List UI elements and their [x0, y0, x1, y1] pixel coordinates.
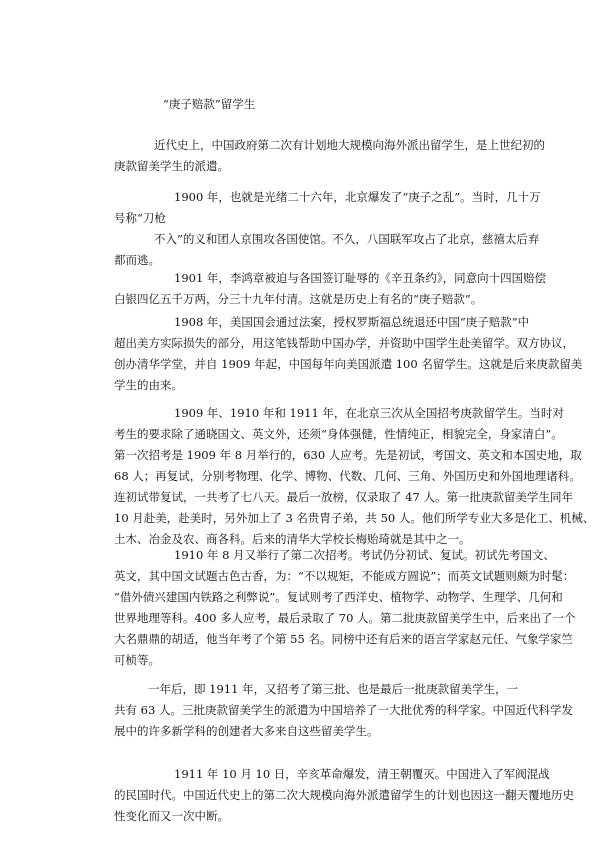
paragraph-line: 第一次招考是 1909 年 8 月举行的，630 人应考。先是初试，考国文、英文和本国史地，取 [114, 448, 582, 462]
paragraph-3 [114, 268, 547, 310]
paragraph-line: 白银四亿五千万两，分三十九年付清。这就是历史上有名的“庚子赔款”。 [114, 292, 483, 306]
paragraph-5 [114, 403, 595, 550]
paragraph-line: 超出美方实际损失的部分，用这笔钱帮助中国办学，并资助中国学生赴美留学。双方协议， [114, 336, 574, 350]
paragraph-line: 学生的由来。 [114, 378, 183, 392]
paragraph-line: 近代史上，中国政府第二次有计划地大规模向海外派出留学生，是上世纪初的 [154, 138, 545, 152]
paragraph-line: 庚款留美学生的派遣。 [114, 159, 229, 173]
paragraph-line: 不入”的义和团人京围攻各国使馆。不久，八国联军攻占了北京，慈禧太后弃 [154, 232, 540, 246]
paragraph-line: 10 月赴美，赴美时，另外加上了 3 名贵胄子弟，共 50 人。他们所学专业大多是化工、机械、 [114, 511, 595, 525]
paragraph-line: 大名鼎鼎的胡适，他当年考了个第 55 名。同榜中还有后来的语言学家赵元任、气象学家竺 [114, 632, 573, 646]
paragraph-line: 的民国时代。中国近代史上的第二次大规模向海外派遣留学生的计划也因这一翻天覆地历史 [114, 788, 574, 802]
paragraph-line: 英文，其中国文试题古色古香，为：“不以规矩，不能成方圆说”；而英文试题则颇为时髦： [114, 569, 575, 583]
paragraph-line: 一年后，即 1911 年，又招考了第三批、也是最后一批庚款留美学生，一 [148, 682, 519, 696]
paragraph-4 [114, 312, 583, 396]
paragraph-line: 都而逃。 [114, 253, 160, 267]
paragraph-line: 1910 年 8 月又举行了第二次招考。考试仍分初试、复试。初试先考国文、 [174, 548, 556, 562]
paragraph-line: 共有 63 人。三批庚款留美学生的派遣为中国培养了一大批优秀的科学家。中国近代科学发 [114, 703, 573, 717]
paragraph-2 [114, 187, 541, 271]
paragraph-line: 1908 年，美国国会通过法案，授权罗斯福总统退还中国“庚子赔款”中 [174, 315, 530, 329]
paragraph-6 [114, 545, 576, 671]
paragraph-line: 号称“刀枪 [114, 211, 166, 225]
paragraph-8 [114, 764, 574, 827]
paragraph-line: 1900 年，也就是光绪二十六年，北京爆发了“庚子之乱”。当时，几十万 [174, 190, 541, 204]
paragraph-line: 1911 年 10 月 10 日，辛亥革命爆发，清王朝覆灭。中国进入了军阀混战 [174, 767, 550, 781]
paragraph-1 [114, 135, 545, 177]
paragraph-7 [114, 679, 573, 742]
document-title: “庚子赔款”留学生 [163, 97, 256, 111]
paragraph-line: 展中的许多新学科的创建者大多来自这些留美学生。 [114, 724, 379, 738]
paragraph-line: 创办清华学堂，并自 1909 年起，中国每年向美国派遣 100 名留学生。这就是后来庚款留美 [114, 357, 583, 371]
paragraph-line: 连初试带复试，一共考了七八天。最后一放榜，仅录取了 47 人。第一批庚款留美学生同年 [114, 490, 573, 504]
paragraph-line: 世界地理等科。400 多人应考，最后录取了 70 人。第二批庚款留美学生中，后来出了一个 [114, 611, 576, 625]
paragraph-line: 可桢等。 [114, 653, 160, 667]
paragraph-line: “借外债兴建国内铁路之利弊说”。复试则考了西洋史、植物学、动物学、生理学、几何和 [114, 590, 563, 604]
paragraph-line: 土木、冶金及农、商各科。后来的清华大学校长梅贻琦就是其中之一。 [114, 532, 471, 546]
paragraph-line: 1901 年，李鸿章被迫与各国签订耻辱的《辛丑条约》，同意向十四国赔偿 [174, 271, 547, 285]
paragraph-line: 考生的要求除了通晓国文、英文外，还须“身体强健，性情纯正，相貌完全，身家清白”。 [114, 427, 563, 441]
paragraph-line: 1909 年、1910 年和 1911 年，在北京三次从全国招考庚款留学生。当时对 [174, 406, 564, 420]
paragraph-line: 68 人；再复试，分别考物理、化学、博物、代数、几何、三角、外国历史和外国地理诸科。 [114, 469, 581, 483]
paragraph-line: 性变化而又一次中断。 [114, 809, 229, 823]
